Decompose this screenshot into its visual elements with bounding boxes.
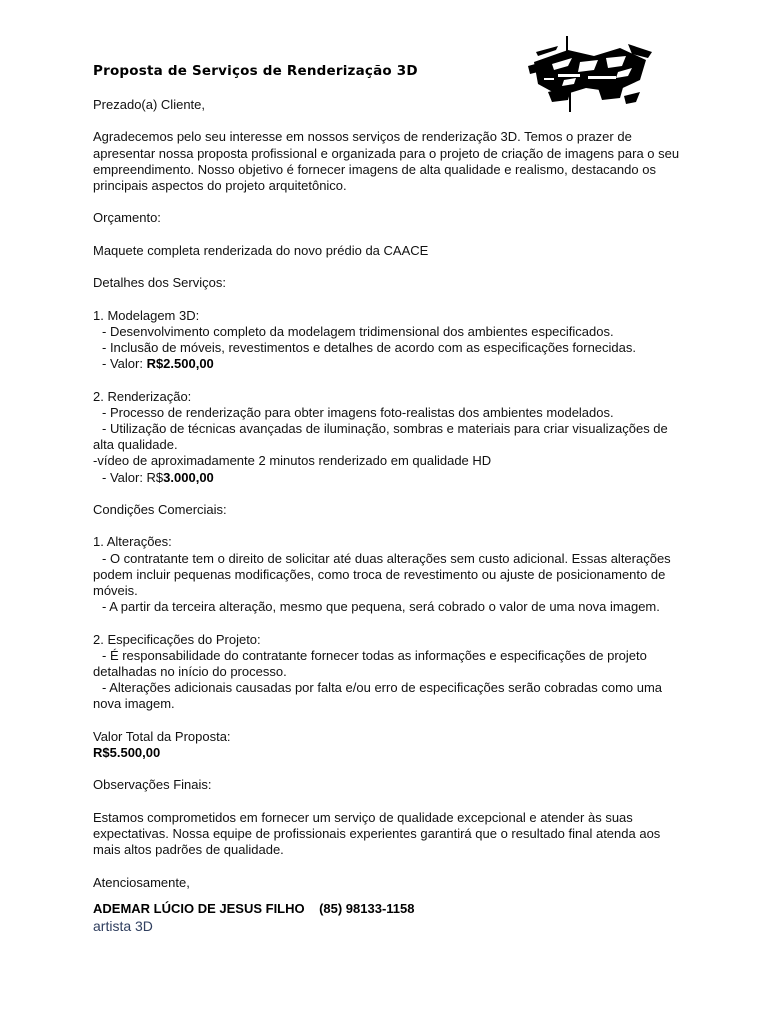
condition-bullet: - É responsabilidade do contratante fornecer todas as informações e especificações de projeto detalhadas no início do processo. [93,647,647,679]
condition-especificacoes [93,632,683,713]
condition-title: 1. Alterações: [93,534,172,550]
budget-item: Maquete completa renderizada do novo prédio da CAACE [93,242,429,258]
document-title: Proposta de Serviços de Renderização 3D [93,63,418,79]
total-section [93,729,683,761]
service-bullet: - Inclusão de móveis, revestimentos e detalhes de acordo com as especificações fornecidas. [102,339,636,355]
condition-title: 2. Especificações do Projeto: [93,631,261,647]
service-bullet: - Desenvolvimento completo da modelagem tridimensional dos ambientes especificados. [102,323,614,339]
condition-alteracoes [93,534,683,615]
service-title: 2. Renderização: [93,388,192,404]
condition-bullet: - Alterações adicionais causadas por falta e/ou erro de especificações serão cobradas como uma nova imagem. [93,680,663,712]
signature-name: ADEMAR LÚCIO DE JESUS FILHO [93,901,305,916]
greeting: Prezado(a) Cliente, [93,97,205,112]
signature-phone: (85) 98133-1158 [319,901,415,916]
service-bullet: - Utilização de técnicas avançadas de iluminação, sombras e materiais para criar visualizações de alta qualidade. [93,420,668,453]
service-video-note: -vídeo de aproximadamente 2 minutos renderizado em qualidade HD [93,453,492,469]
document-body [93,97,683,907]
total-label: Valor Total da Proposta: [93,728,231,744]
final-paragraph: Estamos comprometidos em fornecer um serviço de qualidade excepcional e atender às suas expectativas. Nossa equipe de profissionais experientes garantirá que o resultado final atenda aos mais altos padrões de qualidade. [93,809,661,858]
service-price: 3.000,00 [163,469,214,485]
service-modelagem [93,308,683,373]
service-bullet: - Processo de renderização para obter imagens foto-realistas dos ambientes modelados. [102,404,614,420]
services-heading: Detalhes dos Serviços: [93,275,226,291]
conditions-heading: Condições Comerciais: [93,501,227,517]
service-value: - Valor: R$3.000,00 [102,469,214,485]
condition-bullet: - O contratante tem o direito de solicitar até duas alterações sem custo adicional. Essas alterações podem incluir pequenas modificações, como troca de revestimento ou ajuste de posicionamento de móveis. [93,550,671,598]
final-heading: Observações Finais: [93,777,212,793]
condition-bullet: - A partir da terceira alteração, mesmo que pequena, será cobrado o valor de uma nova imagem. [102,599,660,615]
service-value: - Valor: R$2.500,00 [102,356,214,372]
service-renderizacao [93,389,683,486]
service-price: R$2.500,00 [146,356,214,372]
service-title: 1. Modelagem 3D: [93,307,200,323]
signature [93,901,415,934]
total-value: R$5.500,00 [93,744,161,760]
intro-paragraph: Agradecemos pelo seu interesse em nossos serviços de renderização 3D. Temos o prazer de apresentar nossa proposta profissional e organizada para o projeto de criação de imagens para o seu empreendimento. Nosso objetivo é fornecer imagens de alta qualidade e realismo, destacando os principais aspectos do projeto arquitetônico. [93,129,680,193]
signature-role: artista 3D [93,918,153,935]
closing: Atenciosamente, [93,874,190,890]
budget-heading: Orçamento: [93,210,161,226]
